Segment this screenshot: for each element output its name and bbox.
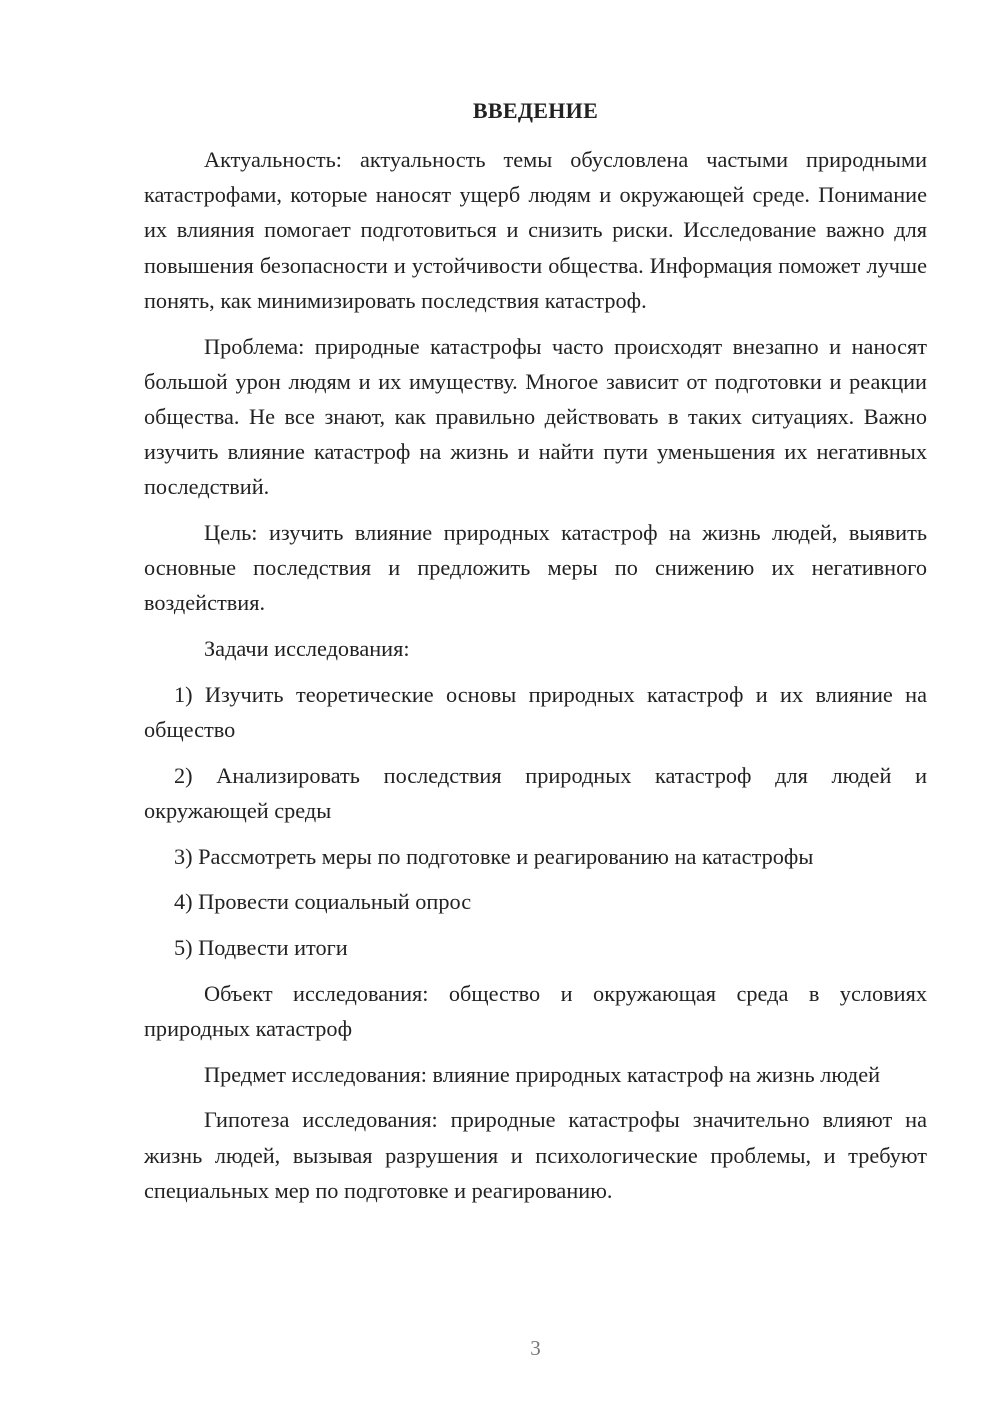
- paragraph-problem: Проблема: природные катастрофы часто происходят внезапно и наносят большой урон людям и их имуществу. Многое зависит от подготовки и реакции общества. Не все знают, как правильно действовать в таких ситуациях. Важно изучить влияние катастроф на жизнь и найти пути уменьшения их негативных последствий.: [144, 333, 927, 500]
- paragraph-object: Объект исследования: общество и окружающая среда в условиях природных катастроф: [144, 980, 927, 1041]
- task-item-4: 4) Провести социальный опрос: [174, 889, 472, 915]
- page-title: ВВЕДЕНИЕ: [472, 98, 599, 123]
- task-item-1: 1) Изучить теоретические основы природных катастроф и их влияние на общество: [144, 681, 927, 743]
- document-body: [144, 142, 927, 1218]
- task-item-3: 3) Рассмотреть меры по подготовке и реагированию на катастрофы: [174, 843, 814, 869]
- paragraph-relevance: Актуальность: актуальность темы обусловлена частыми природными катастрофами, которые наносят ущерб людям и окружающей среде. Понимание их влияния помогает подготовиться и снизить риски. Исследование важно для повышения безопасности и устойчивости общества. Информация поможет лучше понять, как минимизировать последствия катастроф.: [144, 147, 927, 313]
- task-item-2: 2) Анализировать последствия природных катастроф для людей и окружающей среды: [144, 762, 927, 823]
- paragraph-hypothesis: Гипотеза исследования: природные катастрофы значительно влияют на жизнь людей, вызывая разрушения и психологические проблемы, и требуют специальных мер по подготовке и реагированию.: [144, 1107, 927, 1203]
- paragraph-subject: Предмет исследования: влияние природных катастроф на жизнь людей: [204, 1061, 881, 1087]
- paragraph-goal: Цель: изучить влияние природных катастроф на жизнь людей, выявить основные последствия и предложить меры по снижению их негативного воздействия.: [144, 520, 927, 616]
- document-page: [144, 0, 927, 1414]
- paragraph-tasks-heading: Задачи исследования:: [204, 636, 410, 662]
- page-number: 3: [530, 1336, 541, 1360]
- task-item-5: 5) Подвести итоги: [174, 935, 348, 961]
